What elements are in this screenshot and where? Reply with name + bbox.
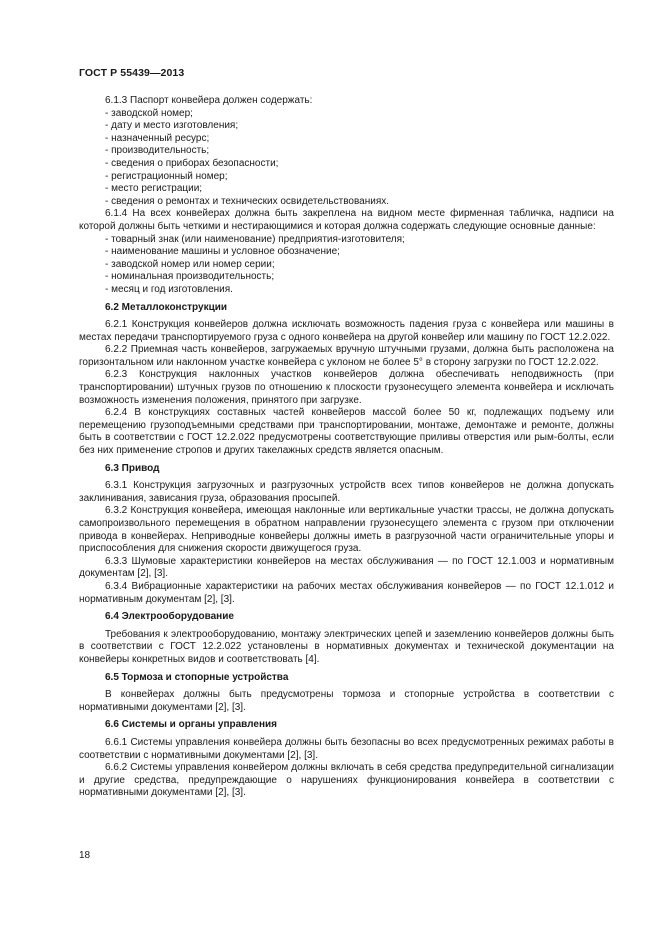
- list-item: - регистрационный номер;: [105, 170, 228, 182]
- paragraph: 6.3.4 Вибрационные характеристики на рабочих местах обслуживания конвейеров — по ГОСТ 12.1.012 и нормативным документам [2], [3].: [79, 580, 614, 605]
- paragraph: Требования к электрооборудованию, монтажу электрических цепей и заземлению конвейеров должны быть в соответствии с ГОСТ 12.2.022 установлены в нормативных документах и технической документации на конвейеры конкретных видов и соответствовать [4].: [79, 628, 614, 665]
- list-item: - сведения о ремонтах и технических освидетельствованиях.: [105, 195, 390, 207]
- paragraph: 6.3.1 Конструкция загрузочных и разгрузочных устройств всех типов конвейеров не должна допускать заклинивания, зависания груза, образования просыпей.: [79, 480, 614, 504]
- paragraph: 6.3.2 Конструкция конвейера, имеющая наклонные или вертикальные участки трассы, не должна допускать самопроизвольного перемещения в обратном направлении грузонесущего элемента с грузом при отключении привода в конвейерах. Неприводные конвейеры должны иметь в разгрузочной части ограничительные упоры и приспособления для снижения скорости движущегося груза.: [79, 505, 614, 555]
- paragraph: 6.1.3 Паспорт конвейера должен содержать:: [105, 95, 313, 106]
- section-heading: 6.3 Привод: [105, 462, 160, 474]
- section-heading: 6.2 Металлоконструкции: [105, 301, 228, 313]
- paragraph: В конвейерах должны быть предусмотрены тормоза и стопорные устройства в соответствии с нормативными документами [2], [3].: [79, 689, 614, 713]
- list-item: - назначенный ресурс;: [105, 132, 210, 144]
- paragraph: 6.6.2 Системы управления конвейером должны включать в себя средства предупредительной сигнализации и другие средства, предупреждающие о нарушениях функционирования конвейера в соответствии с нормативными документами [2], [3].: [79, 762, 614, 799]
- list-item: - место регистрации;: [105, 183, 203, 195]
- list-item: - производительность;: [105, 145, 210, 157]
- list-item: - заводской номер или номер серии;: [105, 258, 275, 270]
- section-heading: 6.4 Электрооборудование: [105, 611, 234, 623]
- paragraph: 6.2.1 Конструкция конвейеров должна исключать возможность падения груза с конвейера или машины в местах передачи транспортируемого груза с одного конвейера на другой конвейер или машину по ГОСТ 12.2.022.: [79, 319, 614, 343]
- paragraph: 6.6.1 Системы управления конвейера должны быть безопасны во всех предусмотренных режимах работы в соответствии с нормативными документами [2], [3].: [79, 736, 614, 761]
- section-heading: 6.6 Системы и органы управления: [105, 719, 277, 731]
- list-item: - дату и место изготовления;: [105, 120, 239, 132]
- page-number: 18: [79, 850, 91, 861]
- section-heading: 6.5 Тормоза и стопорные устройства: [105, 671, 289, 683]
- list-item: - месяц и год изготовления.: [105, 283, 233, 295]
- paragraph: 6.2.3 Конструкция наклонных участков конвейеров должна обеспечивать неподвижность (при транспортировании) штучных грузов по отношению к плоскости грузонесущего элемента конвейера и исключать возможность изменения положения, принятого при загрузке.: [79, 369, 614, 406]
- document-body: [79, 95, 614, 800]
- list-item: - товарный знак (или наименование) предприятия-изготовителя;: [105, 233, 405, 245]
- list-item: - наименование машины и условное обозначение;: [105, 246, 340, 258]
- paragraph: 6.2.2 Приемная часть конвейеров, загружаемых вручную штучными грузами, должна быть расположена на горизонтальном или наклонном участке конвейера с уклоном не более 5° в сторону загрузки по ГОСТ 12.2.022.: [79, 344, 614, 368]
- paragraph: 6.2.4 В конструкциях составных частей конвейеров массой более 50 кг, подлежащих подъему или перемещению грузоподъемными средствами при транспортировании, монтаже, демонтаже и ремонте, должны быть в соответствии с ГОСТ 12.2.022 предусмотрены соответствующие приливы отверстия или рым-болты, если без них применение стропов и других такелажных средств является опасным.: [79, 407, 614, 457]
- list-item: - сведения о приборах безопасности;: [105, 157, 279, 169]
- list-item: - номинальная производительность;: [105, 271, 275, 283]
- list-item: - заводской номер;: [105, 107, 193, 119]
- document-code-header: ГОСТ Р 55439—2013: [79, 67, 185, 79]
- paragraph: 6.3.3 Шумовые характеристики конвейеров на местах обслуживания — по ГОСТ 12.1.003 и нормативным документам [2], [3].: [79, 555, 614, 580]
- paragraph: 6.1.4 На всех конвейерах должна быть закреплена на видном месте фирменная табличка, надписи на которой должны быть четкими и нестирающимися и которая должна содержать следующие основные данные:: [79, 208, 614, 232]
